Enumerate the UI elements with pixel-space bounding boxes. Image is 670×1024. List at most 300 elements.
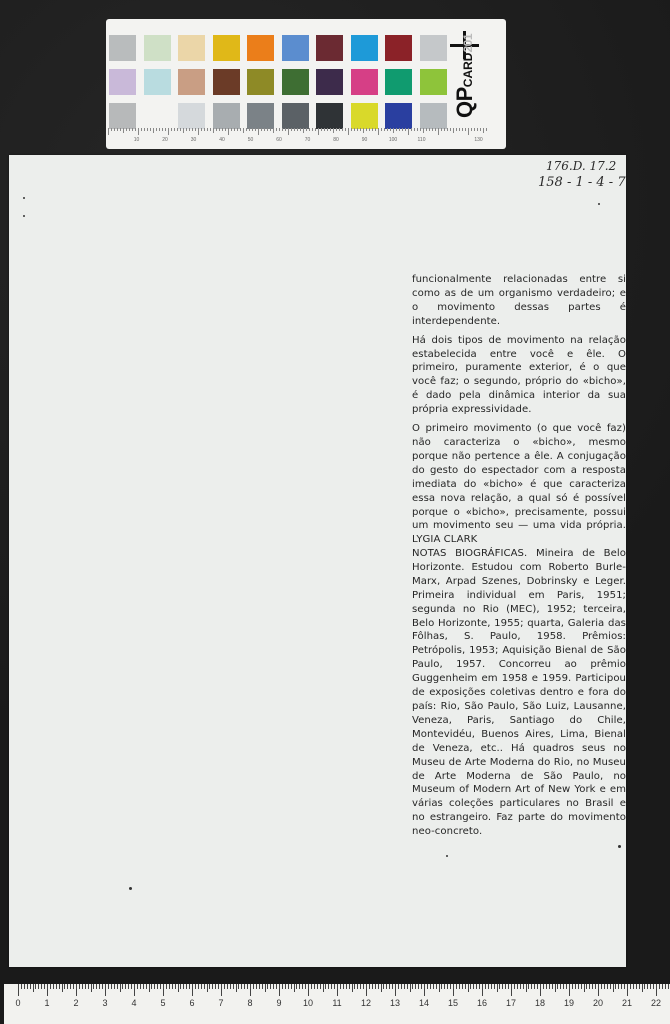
card-scale-tick: [240, 128, 241, 131]
ruler-tick: [178, 984, 179, 992]
ruler-tick: [444, 984, 445, 989]
card-scale-tick: [186, 128, 187, 131]
card-scale-tick: [216, 128, 217, 131]
ruler-tick: [555, 984, 556, 992]
paper-speck: [23, 197, 25, 199]
ruler-tick: [627, 984, 628, 996]
ruler-tick: [253, 984, 254, 989]
ruler-tick: [566, 984, 567, 989]
card-scale-tick: [177, 128, 178, 131]
card-scale-number: 100: [388, 137, 398, 143]
card-scale-tick: [108, 128, 109, 135]
ruler-tick: [64, 984, 65, 989]
card-scale-tick: [333, 128, 334, 133]
ruler-number: 18: [534, 998, 546, 1008]
ruler-tick: [41, 984, 42, 989]
card-scale-tick: [351, 128, 352, 131]
card-scale-tick: [282, 128, 283, 131]
card-scale-tick: [372, 128, 373, 131]
ruler-tick: [285, 984, 286, 989]
ruler-tick: [354, 984, 355, 989]
color-swatch: [178, 103, 205, 129]
ruler-tick: [430, 984, 431, 989]
card-scale-number: 80: [333, 137, 339, 143]
card-scale-number: 10: [133, 137, 140, 143]
ruler-number: 9: [276, 998, 282, 1008]
card-scale: [108, 128, 486, 146]
ruler-tick: [557, 984, 558, 989]
ruler-tick: [218, 984, 219, 989]
ruler-tick: [189, 984, 190, 989]
card-scale-tick: [123, 128, 124, 133]
ruler-tick: [99, 984, 100, 989]
ruler-tick: [502, 984, 503, 989]
ruler-tick: [352, 984, 353, 992]
ruler-tick: [195, 984, 196, 989]
ruler-number: 5: [160, 998, 166, 1008]
card-scale-tick: [150, 128, 151, 131]
ruler-tick: [584, 984, 585, 992]
ruler-tick: [241, 984, 242, 989]
ruler-tick: [421, 984, 422, 989]
handwritten-note-line-2: 158 - 1 - 4 - 7: [538, 175, 626, 190]
card-scale-tick: [225, 128, 226, 131]
card-scale-tick: [405, 128, 406, 131]
ruler-tick: [236, 984, 237, 992]
color-swatch: [385, 103, 412, 129]
card-scale-tick: [300, 128, 301, 131]
card-scale-number: 50: [247, 137, 254, 143]
ruler-tick: [488, 984, 489, 989]
ruler-tick: [613, 984, 614, 992]
ruler-tick: [331, 984, 332, 989]
ruler-tick: [198, 984, 199, 989]
ruler-tick: [595, 984, 596, 989]
ruler-tick: [604, 984, 605, 989]
ruler-tick: [647, 984, 648, 989]
ruler-tick: [320, 984, 321, 989]
ruler-tick: [479, 984, 480, 989]
card-scale-tick: [477, 128, 478, 131]
card-scale-tick: [456, 128, 457, 131]
ruler-number: 16: [476, 998, 488, 1008]
paper-speck: [23, 215, 25, 217]
ruler-tick: [468, 984, 469, 992]
ruler-tick: [369, 984, 370, 989]
color-swatch: [420, 35, 447, 61]
ruler-tick: [415, 984, 416, 989]
ruler-tick: [47, 984, 48, 996]
card-scale-tick: [168, 128, 169, 135]
ruler-tick: [581, 984, 582, 989]
ruler-tick: [436, 984, 437, 989]
ruler-tick: [389, 984, 390, 989]
ruler-tick: [146, 984, 147, 989]
card-scale-tick: [246, 128, 247, 131]
ruler-tick: [546, 984, 547, 989]
ruler-number: 22: [650, 998, 662, 1008]
card-scale-tick: [429, 128, 430, 131]
ruler-tick: [305, 984, 306, 989]
paragraph-3: O primeiro movimento (o que você faz) não caracteriza o «bicho», mesmo porque não pertence a êle. A conjugação do gesto do espectador com a resposta imediata do «bicho» é que caracteriza essa nova relação, a qual só é possível porque o «bicho», precisamente, possui um movimento seu — uma vida própria. LYGIA CLARK: [412, 423, 626, 546]
ruler-tick: [299, 984, 300, 989]
card-scale-tick: [270, 128, 271, 131]
ruler-tick: [175, 984, 176, 989]
card-scale-tick: [171, 128, 172, 131]
ruler-number: 17: [505, 998, 517, 1008]
ruler-tick: [334, 984, 335, 989]
ruler-tick: [357, 984, 358, 989]
ruler-tick: [395, 984, 396, 996]
color-swatch: [247, 103, 274, 129]
card-scale-tick: [111, 128, 112, 131]
ruler-tick: [560, 984, 561, 989]
ruler-tick: [85, 984, 86, 989]
ruler-tick: [610, 984, 611, 989]
ruler-tick: [114, 984, 115, 989]
paragraph-1: funcionalmente relacionadas entre si como as de um organismo verdadeiro; e o movimento dessas partes é interdependente.: [412, 274, 626, 327]
ruler-number: 15: [447, 998, 459, 1008]
card-scale-tick: [387, 128, 388, 131]
ruler-tick: [586, 984, 587, 989]
card-scale-tick: [252, 128, 253, 131]
card-scale-tick: [327, 128, 328, 131]
ruler-tick: [531, 984, 532, 989]
ruler-tick: [607, 984, 608, 989]
ruler-number: 13: [389, 998, 401, 1008]
card-scale-tick: [330, 128, 331, 131]
ruler-tick: [325, 984, 326, 989]
ruler-tick: [485, 984, 486, 989]
ruler-tick: [375, 984, 376, 989]
card-scale-tick: [159, 128, 160, 131]
ruler-tick: [343, 984, 344, 989]
ruler-number: 7: [218, 998, 224, 1008]
ruler-tick: [418, 984, 419, 989]
ruler-tick: [473, 984, 474, 989]
card-scale-tick: [444, 128, 445, 131]
card-scale-tick: [426, 128, 427, 131]
ruler-tick: [592, 984, 593, 989]
ruler-tick: [363, 984, 364, 989]
card-brand: [452, 34, 478, 118]
ruler-tick: [517, 984, 518, 989]
card-scale-tick: [303, 128, 304, 133]
card-scale-tick: [483, 128, 484, 133]
card-scale-tick: [423, 128, 424, 133]
card-scale-tick: [114, 128, 115, 131]
measuring-ruler: [4, 984, 670, 1024]
ruler-tick: [381, 984, 382, 992]
card-scale-tick: [390, 128, 391, 131]
card-scale-tick: [267, 128, 268, 131]
ruler-tick: [157, 984, 158, 989]
ruler-tick: [151, 984, 152, 989]
card-scale-tick: [399, 128, 400, 131]
ruler-tick: [630, 984, 631, 989]
ruler-tick: [615, 984, 616, 989]
ruler-tick: [665, 984, 666, 989]
ruler-tick: [38, 984, 39, 989]
card-scale-tick: [312, 128, 313, 131]
bio-paragraph: NOTAS BIOGRÁFICAS. Mineira de Belo Horizonte. Estudou com Roberto Burle-Marx, Arpad Szenes, Dobrinsky e Leger. Primeira individual em Paris, 1951; segunda no Rio (MEC), 1952; terceira, Belo Horizonte, 1955; quarta, Galeria das Fôlhas, S. Paulo, 1958. Prêmios: Petrópolis, 1953; Aquisição Bienal de São Paulo, 1957. Concorreu ao prêmio Guggenheim em 1958 e 1959. Participou de exposições coletivas dentro e fora do país: Rio, São Paulo, São Luiz, Lausanne, Veneza, Paris, Santiago do Chile, Montevidéu, Buenos Aires, Lima, Bienal de Veneza, etc.. Há quadros seus no Museu de Arte Moderna do Rio, no Museu de Arte Moderna de São Paulo, no Museum of Modern Art of New York e em várias coleções particulares no Brasil e no estrangeiro. Faz parte do movimento neo-concreto.: [412, 548, 626, 838]
ruler-tick: [105, 984, 106, 996]
ruler-tick: [79, 984, 80, 989]
ruler-tick: [563, 984, 564, 989]
card-scale-tick: [291, 128, 292, 131]
ruler-number: 11: [332, 998, 342, 1008]
card-scale-tick: [153, 128, 154, 133]
card-scale-tick: [273, 128, 274, 133]
ruler-tick: [149, 984, 150, 992]
color-swatch: [351, 69, 378, 95]
card-scale-tick: [213, 128, 214, 133]
ruler-tick: [328, 984, 329, 989]
ruler-tick: [302, 984, 303, 989]
card-scale-number: 130: [474, 137, 483, 143]
ruler-number: 20: [592, 998, 604, 1008]
ruler-tick: [291, 984, 292, 989]
ruler-number: 4: [131, 998, 137, 1008]
card-scale-tick: [450, 128, 451, 131]
ruler-tick: [296, 984, 297, 989]
ruler-number: 8: [247, 998, 253, 1008]
card-scale-tick: [369, 128, 370, 131]
card-scale-tick: [201, 128, 202, 131]
card-scale-tick: [234, 128, 235, 131]
ruler-tick: [470, 984, 471, 989]
color-swatch: [247, 35, 274, 61]
ruler-tick: [250, 984, 251, 996]
color-swatch: [351, 103, 378, 129]
card-scale-tick: [441, 128, 442, 131]
ruler-tick: [543, 984, 544, 989]
color-swatch: [178, 69, 205, 95]
article-text-column: [412, 273, 626, 552]
ruler-tick: [230, 984, 231, 989]
ruler-tick: [644, 984, 645, 989]
card-scale-tick: [309, 128, 310, 131]
ruler-tick: [143, 984, 144, 989]
card-scale-tick: [324, 128, 325, 131]
ruler-tick: [398, 984, 399, 989]
card-scale-tick: [180, 128, 181, 131]
ruler-tick: [383, 984, 384, 989]
color-swatch: [247, 69, 274, 95]
card-scale-tick: [417, 128, 418, 131]
ruler-tick: [262, 984, 263, 989]
ruler-tick: [491, 984, 492, 989]
ruler-tick: [212, 984, 213, 989]
ruler-tick: [282, 984, 283, 989]
ruler-tick: [360, 984, 361, 989]
ruler-tick: [412, 984, 413, 989]
ruler-tick: [50, 984, 51, 989]
card-scale-number: 40: [219, 137, 225, 143]
ruler-tick: [137, 984, 138, 989]
ruler-tick: [433, 984, 434, 989]
ruler-tick: [653, 984, 654, 989]
card-model-number: 201: [461, 34, 475, 53]
card-scale-tick: [189, 128, 190, 131]
color-swatch: [144, 35, 171, 61]
ruler-tick: [154, 984, 155, 989]
card-scale-tick: [414, 128, 415, 131]
card-scale-tick: [357, 128, 358, 131]
ruler-tick: [453, 984, 454, 996]
ruler-number: 3: [102, 998, 108, 1008]
ruler-tick: [256, 984, 257, 989]
card-scale-tick: [318, 128, 319, 135]
ruler-tick: [578, 984, 579, 989]
ruler-tick: [624, 984, 625, 989]
card-scale-tick: [321, 128, 322, 131]
ruler-tick: [526, 984, 527, 992]
card-scale-tick: [465, 128, 466, 131]
ruler-tick: [662, 984, 663, 989]
ruler-tick: [70, 984, 71, 989]
ruler-tick: [294, 984, 295, 992]
card-scale-number: 30: [190, 137, 197, 143]
ruler-tick: [160, 984, 161, 989]
card-scale-tick: [126, 128, 127, 131]
ruler-tick: [204, 984, 205, 989]
card-scale-tick: [135, 128, 136, 131]
card-scale-tick: [339, 128, 340, 131]
ruler-tick: [44, 984, 45, 989]
ruler-tick: [642, 984, 643, 992]
ruler-tick: [33, 984, 34, 992]
card-scale-tick: [381, 128, 382, 131]
ruler-tick: [93, 984, 94, 989]
ruler-tick: [180, 984, 181, 989]
ruler-tick: [108, 984, 109, 989]
ruler-tick: [102, 984, 103, 989]
ruler-number: 10: [302, 998, 314, 1008]
ruler-tick: [511, 984, 512, 996]
ruler-tick: [392, 984, 393, 989]
ruler-tick: [572, 984, 573, 989]
card-scale-tick: [174, 128, 175, 131]
card-scale-tick: [420, 128, 421, 131]
ruler-tick: [633, 984, 634, 989]
color-swatch: [109, 103, 136, 129]
ruler-tick: [549, 984, 550, 989]
ruler-tick: [207, 984, 208, 992]
ruler-tick: [505, 984, 506, 989]
ruler-tick: [227, 984, 228, 989]
card-scale-tick: [306, 128, 307, 131]
color-swatch: [420, 69, 447, 95]
ruler-tick: [494, 984, 495, 989]
color-swatch: [385, 35, 412, 61]
ruler-tick: [192, 984, 193, 996]
card-scale-tick: [258, 128, 259, 135]
card-scale-number: 90: [361, 137, 368, 143]
handwritten-note-line-1: 176.D. 17.2: [546, 159, 617, 173]
color-swatch: [144, 69, 171, 95]
card-scale-tick: [237, 128, 238, 131]
ruler-tick: [267, 984, 268, 989]
card-scale-tick: [261, 128, 262, 131]
color-swatch: [213, 69, 240, 95]
ruler-tick: [636, 984, 637, 989]
ruler-tick: [589, 984, 590, 989]
ruler-tick: [427, 984, 428, 989]
ruler-tick: [386, 984, 387, 989]
ruler-tick: [96, 984, 97, 989]
color-swatch: [282, 69, 309, 95]
color-swatch: [178, 35, 205, 61]
card-scale-tick: [147, 128, 148, 131]
ruler-number: 19: [563, 998, 575, 1008]
card-scale-tick: [315, 128, 316, 131]
ruler-tick: [238, 984, 239, 989]
card-scale-tick: [222, 128, 223, 131]
paragraph-2: Há dois tipos de movimento na relação estabelecida entre você e êle. O primeiro, puramente exterior, é o que você faz; o segundo, próprio do «bicho», é dado pela dinâmica interior da sua própria expressividade.: [412, 334, 626, 416]
ruler-number: 1: [44, 998, 50, 1008]
ruler-tick: [163, 984, 164, 996]
ruler-tick: [140, 984, 141, 989]
ruler-tick: [618, 984, 619, 989]
ruler-tick: [508, 984, 509, 989]
ruler-tick: [27, 984, 28, 989]
card-scale-tick: [480, 128, 481, 131]
ruler-tick: [270, 984, 271, 989]
card-scale-tick: [432, 128, 433, 131]
ruler-tick: [540, 984, 541, 996]
card-scale-number: 70: [304, 137, 311, 143]
ruler-tick: [346, 984, 347, 989]
color-swatch: [316, 69, 343, 95]
card-scale-tick: [435, 128, 436, 131]
card-scale-tick: [408, 128, 409, 135]
ruler-tick: [404, 984, 405, 989]
card-scale-tick: [459, 128, 460, 131]
card-scale-tick: [453, 128, 454, 133]
ruler-tick: [18, 984, 19, 996]
ruler-tick: [534, 984, 535, 989]
ruler-tick: [62, 984, 63, 992]
ruler-tick: [621, 984, 622, 989]
card-scale-tick: [462, 128, 463, 131]
card-scale-tick: [120, 128, 121, 131]
card-scale-tick: [165, 128, 166, 131]
ruler-tick: [378, 984, 379, 989]
ruler-tick: [520, 984, 521, 989]
color-swatch: [213, 35, 240, 61]
ruler-tick: [401, 984, 402, 989]
ruler-number: 21: [621, 998, 633, 1008]
ruler-tick: [91, 984, 92, 992]
ruler-tick: [598, 984, 599, 996]
ruler-tick: [656, 984, 657, 996]
card-scale-tick: [144, 128, 145, 131]
card-scale-tick: [132, 128, 133, 131]
ruler-tick: [279, 984, 280, 996]
ruler-tick: [311, 984, 312, 989]
ruler-tick: [450, 984, 451, 989]
card-scale-tick: [279, 128, 280, 131]
ruler-tick: [244, 984, 245, 989]
color-swatch: [282, 103, 309, 129]
card-scale-tick: [276, 128, 277, 131]
card-scale-tick: [285, 128, 286, 131]
biography-notes: [412, 547, 626, 844]
color-swatch: [109, 35, 136, 61]
ruler-number: 0: [15, 998, 21, 1008]
ruler-number: 12: [360, 998, 372, 1008]
